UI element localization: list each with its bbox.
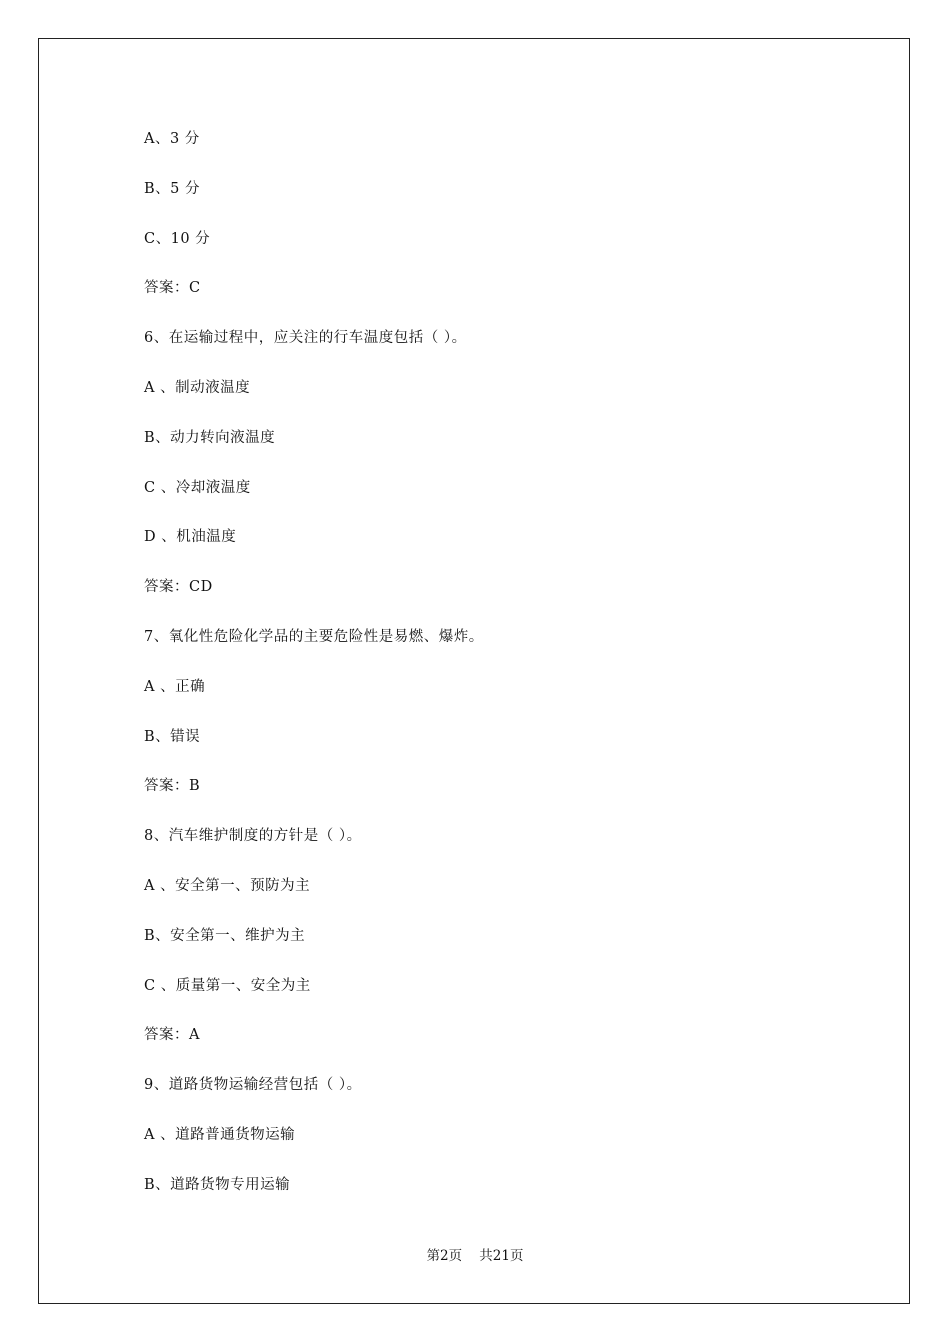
option-a: A 、正确 [144, 678, 206, 695]
option-b: B、安全第一、维护为主 [144, 927, 306, 944]
question-8: 8、汽车维护制度的方针是（ ）。 [144, 828, 362, 845]
question-6: 6、在运输过程中，应关注的行车温度包括（ ）。 [144, 330, 467, 347]
answer-line: 答案：CD [144, 579, 213, 596]
option-a: A 、制动液温度 [144, 379, 251, 396]
option-d: D 、机油温度 [144, 529, 237, 546]
option-b: B、动力转向液温度 [144, 429, 276, 446]
option-c: C 、质量第一、安全为主 [144, 977, 311, 994]
option-c: C 、冷却液温度 [144, 479, 251, 496]
option-a: A、3 分 [144, 131, 200, 147]
answer-line: 答案：A [144, 1027, 200, 1044]
option-b: B、5 分 [144, 180, 200, 197]
option-b: B、错误 [144, 728, 201, 745]
question-7: 7、氧化性危险化学品的主要危险性是易燃、爆炸。 [144, 628, 484, 645]
answer-line: 答案：C [144, 280, 201, 297]
option-a: A 、道路普通货物运输 [144, 1126, 296, 1143]
page-number-footer: 第2页 共21页 [426, 1248, 524, 1264]
question-9: 9、道路货物运输经营包括（ ）。 [144, 1077, 362, 1094]
option-c: C、10 分 [144, 230, 211, 247]
option-a: A 、安全第一、预防为主 [144, 877, 311, 894]
option-b: B、道路货物专用运输 [144, 1176, 291, 1193]
document-body [144, 127, 864, 1223]
answer-line: 答案：B [144, 778, 201, 795]
